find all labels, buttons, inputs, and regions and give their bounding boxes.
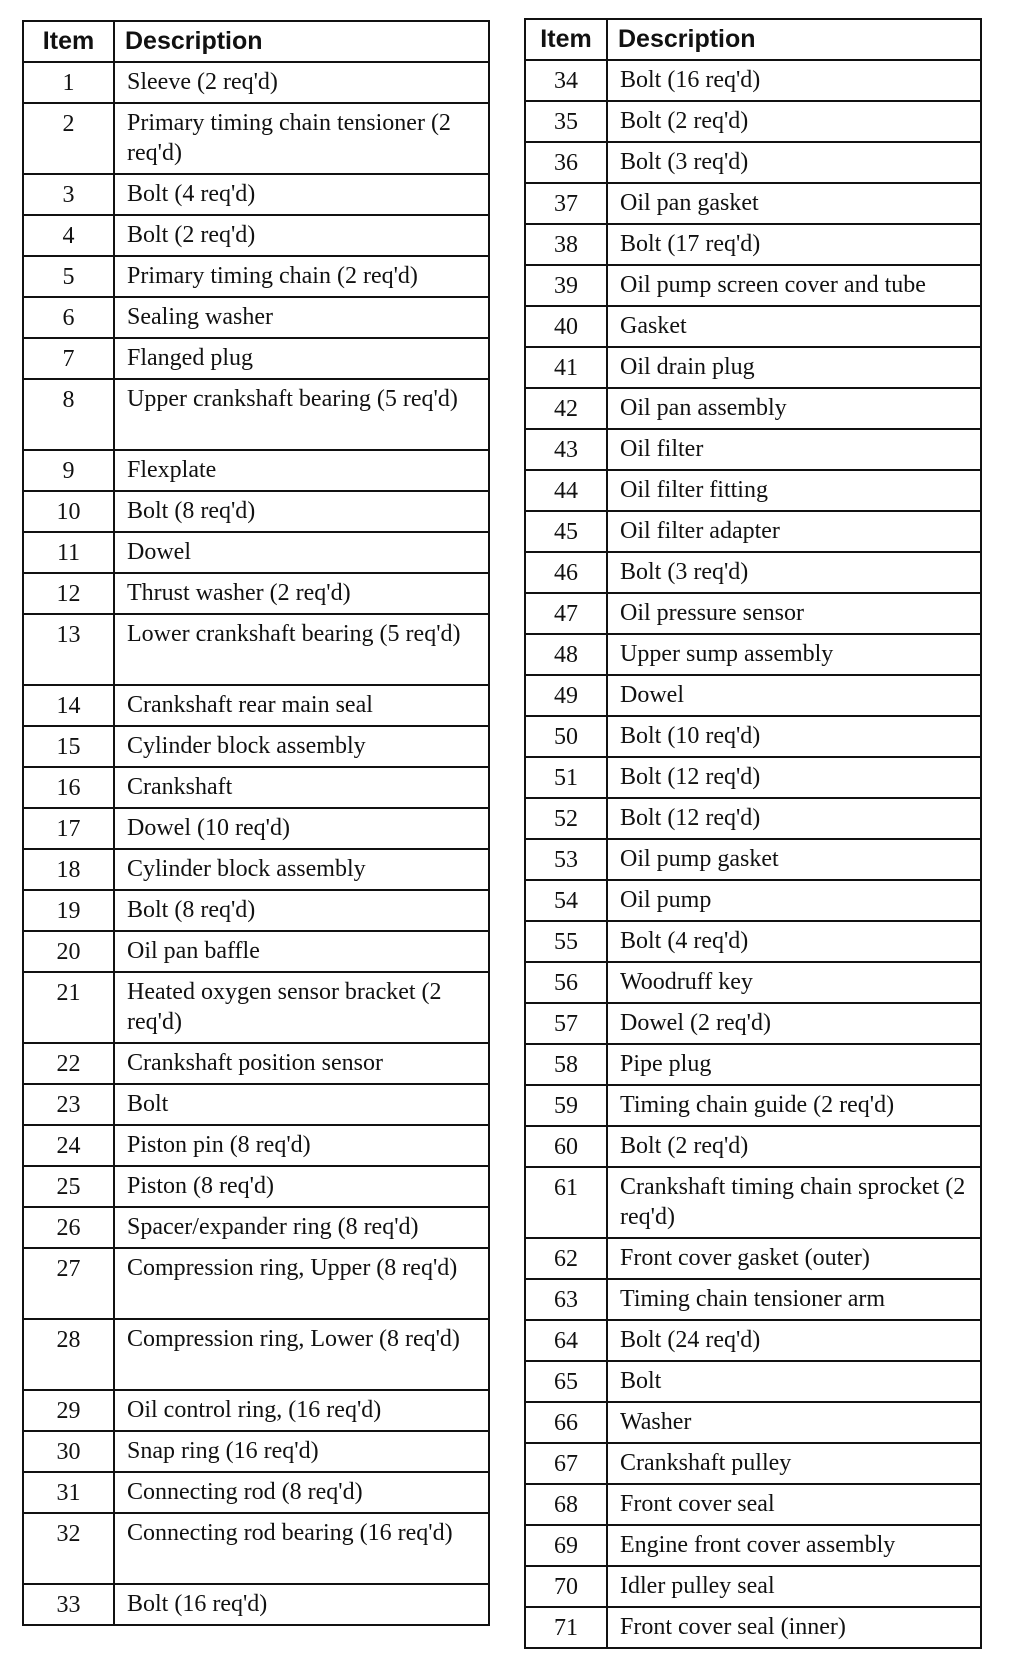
table-row — [23, 972, 489, 1043]
table-row — [525, 1044, 981, 1085]
item-description: Thrust washer (2 req'd) — [114, 573, 489, 614]
item-description: Oil pressure sensor — [607, 593, 981, 634]
item-number: 10 — [23, 491, 114, 532]
table-row — [23, 1472, 489, 1513]
item-number: 42 — [525, 388, 607, 429]
table-row — [525, 1484, 981, 1525]
table-row — [23, 103, 489, 174]
item-description: Oil control ring, (16 req'd) — [114, 1390, 489, 1431]
table-row — [23, 297, 489, 338]
table-row — [525, 101, 981, 142]
item-number: 39 — [525, 265, 607, 306]
item-number: 17 — [23, 808, 114, 849]
item-description: Flexplate — [114, 450, 489, 491]
item-description: Bolt — [607, 1361, 981, 1402]
item-number: 21 — [23, 972, 114, 1043]
item-number: 20 — [23, 931, 114, 972]
item-number: 36 — [525, 142, 607, 183]
table-row — [525, 921, 981, 962]
table-row — [525, 347, 981, 388]
item-number: 8 — [23, 379, 114, 450]
table-row — [525, 511, 981, 552]
item-description: Crankshaft rear main seal — [114, 685, 489, 726]
item-number: 13 — [23, 614, 114, 685]
item-description: Bolt (12 req'd) — [607, 757, 981, 798]
item-number: 1 — [23, 62, 114, 103]
item-number: 24 — [23, 1125, 114, 1166]
item-description: Upper crankshaft bearing (5 req'd) — [114, 379, 489, 450]
item-number: 35 — [525, 101, 607, 142]
item-number: 33 — [23, 1584, 114, 1625]
item-number: 19 — [23, 890, 114, 931]
item-description: Lower crankshaft bearing (5 req'd) — [114, 614, 489, 685]
table-row — [525, 634, 981, 675]
item-number: 15 — [23, 726, 114, 767]
table-row — [23, 174, 489, 215]
item-description: Oil filter fitting — [607, 470, 981, 511]
item-number: 49 — [525, 675, 607, 716]
item-number: 68 — [525, 1484, 607, 1525]
item-description: Timing chain tensioner arm — [607, 1279, 981, 1320]
table-row — [525, 429, 981, 470]
item-number: 34 — [525, 60, 607, 101]
item-number: 65 — [525, 1361, 607, 1402]
table-row — [525, 1361, 981, 1402]
item-number: 2 — [23, 103, 114, 174]
item-number: 69 — [525, 1525, 607, 1566]
item-number: 16 — [23, 767, 114, 808]
table-row — [23, 62, 489, 103]
table-row — [23, 767, 489, 808]
item-description: Bolt (3 req'd) — [607, 552, 981, 593]
item-number: 71 — [525, 1607, 607, 1648]
item-description: Bolt (4 req'd) — [607, 921, 981, 962]
table-row — [23, 1513, 489, 1584]
item-number: 53 — [525, 839, 607, 880]
item-description: Gasket — [607, 306, 981, 347]
item-description: Front cover gasket (outer) — [607, 1238, 981, 1279]
parts-table-left-body — [23, 62, 489, 1625]
table-row — [525, 1320, 981, 1361]
item-description: Crankshaft pulley — [607, 1443, 981, 1484]
item-description: Cylinder block assembly — [114, 849, 489, 890]
table-row — [23, 1043, 489, 1084]
table-row — [23, 338, 489, 379]
table-row — [23, 890, 489, 931]
item-number: 32 — [23, 1513, 114, 1584]
item-description: Bolt (8 req'd) — [114, 491, 489, 532]
item-description: Oil pan gasket — [607, 183, 981, 224]
table-row — [525, 1085, 981, 1126]
table-row — [525, 1003, 981, 1044]
item-number: 27 — [23, 1248, 114, 1319]
item-number: 3 — [23, 174, 114, 215]
table-row — [23, 1390, 489, 1431]
item-description: Bolt (2 req'd) — [114, 215, 489, 256]
item-number: 38 — [525, 224, 607, 265]
table-row — [525, 1167, 981, 1238]
item-description: Bolt (24 req'd) — [607, 1320, 981, 1361]
parts-table-right — [524, 18, 982, 1649]
parts-table-left — [22, 20, 490, 1626]
item-description: Spacer/expander ring (8 req'd) — [114, 1207, 489, 1248]
table-row — [525, 60, 981, 101]
table-row — [525, 142, 981, 183]
item-number: 41 — [525, 347, 607, 388]
table-row — [23, 573, 489, 614]
table-row — [525, 675, 981, 716]
item-number: 52 — [525, 798, 607, 839]
item-description: Oil pan assembly — [607, 388, 981, 429]
table-row — [525, 265, 981, 306]
item-number: 31 — [23, 1472, 114, 1513]
table-row — [23, 379, 489, 450]
table-row — [525, 1443, 981, 1484]
item-description: Dowel (10 req'd) — [114, 808, 489, 849]
item-number: 51 — [525, 757, 607, 798]
table-row — [23, 685, 489, 726]
item-number: 48 — [525, 634, 607, 675]
table-row — [23, 808, 489, 849]
item-description: Sealing washer — [114, 297, 489, 338]
column-header-description: Description — [607, 19, 981, 60]
table-row — [23, 256, 489, 297]
item-number: 45 — [525, 511, 607, 552]
item-description: Compression ring, Lower (8 req'd) — [114, 1319, 489, 1390]
column-header-item: Item — [525, 19, 607, 60]
item-number: 59 — [525, 1085, 607, 1126]
table-row — [525, 1566, 981, 1607]
item-description: Idler pulley seal — [607, 1566, 981, 1607]
item-number: 5 — [23, 256, 114, 297]
item-number: 4 — [23, 215, 114, 256]
item-number: 54 — [525, 880, 607, 921]
item-number: 58 — [525, 1044, 607, 1085]
item-description: Crankshaft — [114, 767, 489, 808]
table-row — [23, 491, 489, 532]
column-header-item: Item — [23, 21, 114, 62]
item-description: Primary timing chain tensioner (2 req'd) — [114, 103, 489, 174]
table-row — [525, 306, 981, 347]
item-description: Oil filter adapter — [607, 511, 981, 552]
table-header-row — [525, 19, 981, 60]
item-description: Oil pump gasket — [607, 839, 981, 880]
table-row — [525, 388, 981, 429]
table-row — [23, 1207, 489, 1248]
item-number: 55 — [525, 921, 607, 962]
item-description: Cylinder block assembly — [114, 726, 489, 767]
table-row — [23, 450, 489, 491]
table-row — [23, 1166, 489, 1207]
item-number: 61 — [525, 1167, 607, 1238]
item-description: Piston (8 req'd) — [114, 1166, 489, 1207]
item-description: Bolt (16 req'd) — [607, 60, 981, 101]
table-row — [525, 183, 981, 224]
table-row — [23, 849, 489, 890]
table-row — [525, 798, 981, 839]
item-number: 46 — [525, 552, 607, 593]
item-description: Bolt (4 req'd) — [114, 174, 489, 215]
table-row — [23, 532, 489, 573]
table-row — [525, 1238, 981, 1279]
table-row — [525, 1279, 981, 1320]
item-number: 22 — [23, 1043, 114, 1084]
item-description: Crankshaft position sensor — [114, 1043, 489, 1084]
item-number: 11 — [23, 532, 114, 573]
table-row — [23, 1125, 489, 1166]
item-description: Connecting rod bearing (16 req'd) — [114, 1513, 489, 1584]
table-row — [23, 1584, 489, 1625]
item-description: Upper sump assembly — [607, 634, 981, 675]
item-description: Oil drain plug — [607, 347, 981, 388]
item-description: Connecting rod (8 req'd) — [114, 1472, 489, 1513]
item-description: Oil pump — [607, 880, 981, 921]
item-number: 25 — [23, 1166, 114, 1207]
column-header-description: Description — [114, 21, 489, 62]
table-row — [525, 839, 981, 880]
table-row — [525, 552, 981, 593]
item-number: 40 — [525, 306, 607, 347]
item-description: Crankshaft timing chain sprocket (2 req'd) — [607, 1167, 981, 1238]
table-row — [525, 470, 981, 511]
table-row — [525, 1525, 981, 1566]
item-number: 43 — [525, 429, 607, 470]
table-row — [23, 726, 489, 767]
item-number: 28 — [23, 1319, 114, 1390]
item-description: Sleeve (2 req'd) — [114, 62, 489, 103]
table-row — [525, 716, 981, 757]
table-row — [525, 757, 981, 798]
item-description: Bolt — [114, 1084, 489, 1125]
table-row — [525, 880, 981, 921]
item-number: 70 — [525, 1566, 607, 1607]
item-number: 47 — [525, 593, 607, 634]
item-description: Bolt (3 req'd) — [607, 142, 981, 183]
table-row — [525, 224, 981, 265]
item-description: Oil filter — [607, 429, 981, 470]
item-number: 67 — [525, 1443, 607, 1484]
item-number: 23 — [23, 1084, 114, 1125]
item-number: 6 — [23, 297, 114, 338]
item-description: Compression ring, Upper (8 req'd) — [114, 1248, 489, 1319]
item-description: Heated oxygen sensor bracket (2 req'd) — [114, 972, 489, 1043]
item-description: Dowel — [114, 532, 489, 573]
item-description: Bolt (16 req'd) — [114, 1584, 489, 1625]
item-number: 64 — [525, 1320, 607, 1361]
item-description: Snap ring (16 req'd) — [114, 1431, 489, 1472]
item-description: Bolt (12 req'd) — [607, 798, 981, 839]
table-row — [23, 1084, 489, 1125]
item-number: 30 — [23, 1431, 114, 1472]
item-description: Woodruff key — [607, 962, 981, 1003]
table-row — [23, 1431, 489, 1472]
item-description: Piston pin (8 req'd) — [114, 1125, 489, 1166]
item-number: 60 — [525, 1126, 607, 1167]
table-row — [525, 1402, 981, 1443]
table-row — [23, 1319, 489, 1390]
item-number: 18 — [23, 849, 114, 890]
item-description: Washer — [607, 1402, 981, 1443]
item-number: 57 — [525, 1003, 607, 1044]
item-description: Bolt (2 req'd) — [607, 1126, 981, 1167]
table-header-row — [23, 21, 489, 62]
item-number: 63 — [525, 1279, 607, 1320]
item-description: Flanged plug — [114, 338, 489, 379]
item-description: Bolt (2 req'd) — [607, 101, 981, 142]
item-description: Front cover seal (inner) — [607, 1607, 981, 1648]
item-description: Dowel (2 req'd) — [607, 1003, 981, 1044]
item-description: Oil pan baffle — [114, 931, 489, 972]
item-description: Bolt (10 req'd) — [607, 716, 981, 757]
parts-table-right-body — [525, 60, 981, 1648]
item-number: 62 — [525, 1238, 607, 1279]
item-number: 9 — [23, 450, 114, 491]
item-description: Bolt (17 req'd) — [607, 224, 981, 265]
table-row — [23, 931, 489, 972]
table-row — [525, 962, 981, 1003]
item-description: Oil pump screen cover and tube — [607, 265, 981, 306]
table-row — [23, 614, 489, 685]
item-description: Front cover seal — [607, 1484, 981, 1525]
item-number: 26 — [23, 1207, 114, 1248]
table-row — [525, 593, 981, 634]
table-row — [525, 1607, 981, 1648]
item-description: Bolt (8 req'd) — [114, 890, 489, 931]
item-number: 66 — [525, 1402, 607, 1443]
item-number: 12 — [23, 573, 114, 614]
item-number: 14 — [23, 685, 114, 726]
item-description: Engine front cover assembly — [607, 1525, 981, 1566]
item-description: Timing chain guide (2 req'd) — [607, 1085, 981, 1126]
item-number: 56 — [525, 962, 607, 1003]
item-number: 37 — [525, 183, 607, 224]
item-description: Dowel — [607, 675, 981, 716]
table-row — [525, 1126, 981, 1167]
item-number: 50 — [525, 716, 607, 757]
item-number: 44 — [525, 470, 607, 511]
item-number: 29 — [23, 1390, 114, 1431]
table-row — [23, 215, 489, 256]
item-description: Pipe plug — [607, 1044, 981, 1085]
item-description: Primary timing chain (2 req'd) — [114, 256, 489, 297]
item-number: 7 — [23, 338, 114, 379]
table-row — [23, 1248, 489, 1319]
